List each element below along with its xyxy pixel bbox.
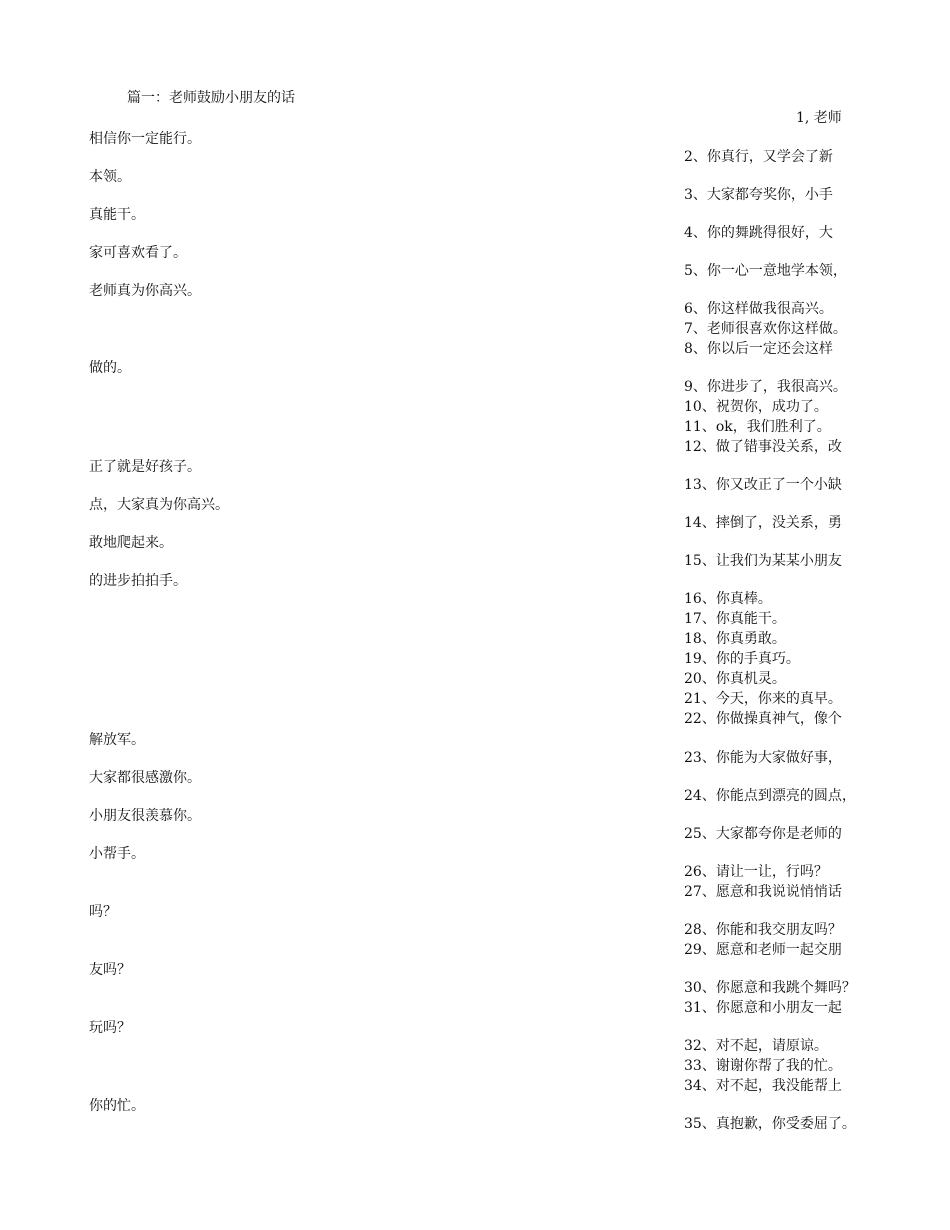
left-line: 解放军。 — [89, 732, 145, 748]
right-item: 19、你的手真巧。 — [684, 651, 800, 667]
right-item: 22、你做操真神气，像个 — [684, 711, 842, 727]
right-item: 32、对不起，请原谅。 — [684, 1038, 828, 1054]
right-item: 4、你的舞跳得很好，大 — [684, 225, 833, 241]
right-item: 34、对不起，我没能帮上 — [684, 1078, 842, 1094]
right-item: 29、愿意和老师一起交朋 — [684, 942, 842, 958]
left-line: 做的。 — [89, 360, 131, 376]
left-line: 小帮手。 — [89, 846, 145, 862]
right-item: 10、祝贺你，成功了。 — [684, 399, 828, 415]
document-title: 篇一：老师鼓励小朋友的话 — [127, 90, 295, 106]
left-line: 真能干。 — [89, 207, 145, 223]
right-item: 31、你愿意和小朋友一起 — [684, 1000, 842, 1016]
left-line: 小朋友很羡慕你。 — [89, 808, 201, 824]
left-line: 你的忙。 — [89, 1098, 145, 1114]
right-item: 9、你进步了，我很高兴。 — [684, 379, 847, 395]
right-item: 24、你能点到漂亮的圆点， — [684, 788, 856, 804]
right-item: 2、你真行，又学会了新 — [684, 149, 833, 165]
right-item: 23、你能为大家做好事， — [684, 750, 842, 766]
right-item: 27、愿意和我说说悄悄话 — [684, 884, 842, 900]
right-item: 30、你愿意和我跳个舞吗？ — [684, 980, 856, 996]
right-item: 14、摔倒了，没关系，勇 — [684, 515, 842, 531]
left-line: 正了就是好孩子。 — [89, 459, 201, 475]
right-item: 6、你这样做我很高兴。 — [684, 301, 833, 317]
left-line: 本领。 — [89, 169, 131, 185]
right-item: 35、真抱歉，你受委屈了。 — [684, 1116, 856, 1132]
right-item: 26、请让一让，行吗？ — [684, 864, 828, 880]
right-item: 11、ok，我们胜利了。 — [684, 419, 831, 435]
right-item: 20、你真机灵。 — [684, 671, 786, 687]
left-line: 老师真为你高兴。 — [89, 283, 201, 299]
right-item: 18、你真勇敢。 — [684, 631, 786, 647]
left-line: 相信你一定能行。 — [89, 131, 201, 147]
top-right-item-1: 1, 老师 — [796, 110, 842, 126]
right-item: 13、你又改正了一个小缺 — [684, 477, 842, 493]
right-item: 33、谢谢你帮了我的忙。 — [684, 1058, 842, 1074]
right-item: 25、大家都夸你是老师的 — [684, 826, 842, 842]
left-line: 的进步拍拍手。 — [89, 573, 187, 589]
left-line: 家可喜欢看了。 — [89, 245, 187, 261]
right-item: 15、让我们为某某小朋友 — [684, 553, 842, 569]
left-line: 玩吗？ — [89, 1020, 131, 1036]
left-line: 友吗？ — [89, 962, 131, 978]
left-line: 吗？ — [89, 904, 117, 920]
right-item: 17、你真能干。 — [684, 611, 786, 627]
right-item: 12、做了错事没关系，改 — [684, 439, 842, 455]
left-line: 敢地爬起来。 — [89, 535, 173, 551]
right-item: 7、老师很喜欢你这样做。 — [684, 321, 847, 337]
left-line: 大家都很感激你。 — [89, 770, 201, 786]
right-item: 5、你一心一意地学本领， — [684, 263, 847, 279]
right-item: 21、今天，你来的真早。 — [684, 691, 842, 707]
right-item: 16、你真棒。 — [684, 591, 772, 607]
left-line: 点，大家真为你高兴。 — [89, 497, 229, 513]
right-item: 28、你能和我交朋友吗？ — [684, 922, 842, 938]
right-item: 8、你以后一定还会这样 — [684, 341, 833, 357]
right-item: 3、大家都夸奖你，小手 — [684, 187, 833, 203]
